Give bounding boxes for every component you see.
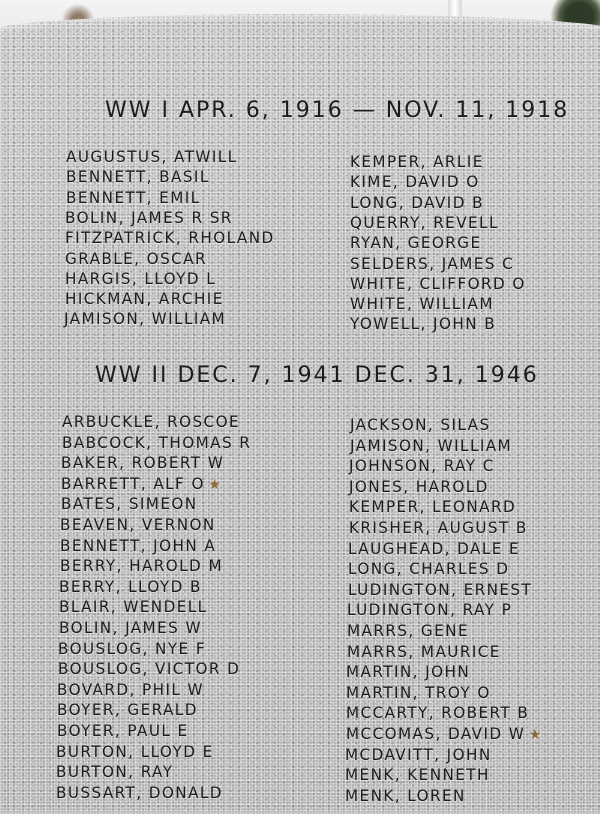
memorial-name-text: WHITE, CLIFFORD O [350, 273, 526, 293]
gold-star-icon: ★ [528, 727, 542, 743]
memorial-name [350, 193, 484, 212]
ww2-heading: WW II DEC. 7, 1941 DEC. 31, 1946 [95, 363, 539, 388]
memorial-name [58, 639, 206, 658]
memorial-name-text: BOYER, PAUL E [56, 721, 189, 740]
memorial-name [66, 167, 210, 186]
memorial-name-text: LONG, CHARLES D [347, 559, 510, 579]
memorial-name [57, 721, 189, 740]
memorial-name [62, 433, 251, 452]
memorial-name [59, 618, 202, 637]
memorial-name [347, 642, 501, 661]
memorial-name-text: JOHNSON, RAY C [349, 456, 496, 476]
memorial-name-text: ARBUCKLE, ROSCOE [62, 412, 240, 431]
memorial-name [349, 497, 516, 516]
gold-star-icon: ★ [208, 476, 222, 493]
memorial-name-text: BOYER, GERALD [57, 700, 198, 720]
memorial-name [61, 453, 224, 472]
memorial-name-text: BLAIR, WENDELL [58, 597, 208, 617]
memorial-name-text: MARRS, MAURICE [346, 641, 501, 661]
memorial-name [350, 436, 512, 455]
memorial-name [349, 456, 495, 475]
memorial-name-text: FITZPATRICK, RHOLAND [65, 228, 275, 248]
memorial-name [61, 494, 198, 513]
memorial-name-text: WHITE, WILLIAM [350, 294, 494, 314]
memorial-name [350, 274, 526, 293]
memorial-name-text: QUERRY, REVELL [350, 212, 499, 232]
memorial-name-text: MENK, LOREN [344, 785, 466, 805]
memorial-name [347, 600, 512, 619]
memorial-name-text: BENNETT, BASIL [65, 167, 210, 187]
memorial-name [350, 213, 499, 232]
memorial-name-text: JAMISON, WILLIAM [64, 309, 227, 329]
memorial-name [65, 269, 216, 288]
memorial-name [57, 680, 204, 699]
memorial-name [60, 556, 223, 575]
memorial-name-text: LAUGHEAD, DALE E [348, 538, 521, 558]
memorial-name [348, 539, 520, 558]
memorial-name [350, 314, 496, 333]
memorial-name-text: MENK, KENNETH [344, 765, 490, 785]
memorial-name [349, 518, 528, 537]
memorial-name-text: BATES, SIMEON [60, 494, 198, 514]
memorial-name-text: MCDAVITT, JOHN [345, 744, 492, 764]
memorial-name [350, 172, 480, 191]
memorial-name [65, 289, 224, 308]
memorial-name [56, 783, 223, 802]
memorial-name-text: MARRS, GENE [347, 621, 469, 640]
memorial-name [347, 621, 469, 640]
memorial-name-text: BOUSLOG, VICTOR D [57, 659, 241, 679]
memorial-name [59, 597, 208, 616]
memorial-name-text: JAMISON, WILLIAM [349, 435, 512, 455]
memorial-name [348, 559, 509, 578]
memorial-name-text: MCCOMAS, DAVID W [345, 724, 525, 743]
memorial-name-text: SELDERS, JAMES C [350, 253, 515, 273]
memorial-name-text: BERRY, LLOYD B [59, 576, 203, 596]
memorial-name [345, 765, 490, 784]
ww1-heading: WW I APR. 6, 1916 — NOV. 11, 1918 [105, 98, 570, 123]
memorial-name-text: LONG, DAVID B [350, 192, 484, 212]
memorial-name-text: BOLIN, JAMES W [58, 618, 202, 637]
memorial-name [350, 294, 494, 313]
memorial-name [345, 786, 466, 805]
memorial-name-text: MARTIN, JOHN [346, 662, 471, 682]
memorial-name-text: BOVARD, PHIL W [57, 679, 205, 699]
memorial-name [56, 742, 214, 761]
memorial-name-text: BUSSART, DONALD [55, 782, 223, 802]
memorial-name [350, 152, 484, 171]
memorial-name-text: BOLIN, JAMES R SR [65, 207, 234, 227]
memorial-name [345, 745, 492, 764]
memorial-name-text: JONES, HAROLD [349, 476, 489, 496]
memorial-name [349, 477, 489, 496]
memorial-name [346, 703, 529, 722]
memorial-name-text: BENNETT, EMIL [65, 187, 201, 207]
memorial-name [346, 724, 542, 743]
memorial-name-text: AUGUSTUS, ATWILL [66, 147, 238, 166]
memorial-name [350, 254, 514, 273]
memorial-name-text: BEAVEN, VERNON [60, 515, 216, 534]
memorial-name-text: HARGIS, LLOYD L [64, 268, 216, 288]
memorial-name [65, 249, 207, 268]
memorial-name-text: BOUSLOG, NYE F [58, 638, 207, 658]
memorial-name-text: BARRETT, ALF O [60, 473, 205, 493]
memorial-name-text: MARTIN, TROY O [346, 682, 491, 702]
memorial-name-text: RYAN, GEORGE [350, 233, 482, 253]
memorial-name-text: GRABLE, OSCAR [65, 248, 207, 268]
memorial-name-text: BAKER, ROBERT W [61, 453, 225, 473]
memorial-name-text: LUDINGTON, RAY P [347, 600, 513, 620]
memorial-name [62, 412, 240, 431]
memorial-name [350, 415, 491, 434]
memorial-name [60, 515, 216, 534]
memorial-name [57, 700, 198, 719]
memorial-name-text: LUDINGTON, ERNEST [347, 579, 532, 599]
memorial-name [64, 309, 226, 328]
memorial-name-text: HICKMAN, ARCHIE [64, 289, 224, 309]
memorial-name-text: BURTON, RAY [56, 762, 174, 782]
memorial-name [350, 233, 482, 252]
memorial-name-text: JACKSON, SILAS [350, 415, 491, 434]
memorial-name-text: MCCARTY, ROBERT B [345, 703, 530, 723]
memorial-name-text: BENNETT, JOHN A [59, 535, 217, 555]
memorial-name-text: KIME, DAVID O [350, 172, 480, 192]
memorial-name-text: YOWELL, JOHN B [350, 314, 497, 334]
memorial-name [346, 683, 491, 702]
memorial-name [348, 580, 532, 599]
memorial-name [61, 474, 222, 493]
memorial-name-text: BABCOCK, THOMAS R [61, 432, 251, 452]
memorial-name [66, 188, 201, 207]
memorial-name-text: KRISHER, AUGUST B [348, 518, 528, 537]
memorial-name [65, 228, 275, 247]
memorial-name-text: BURTON, LLOYD E [56, 741, 215, 761]
memorial-name-text: KEMPER, LEONARD [348, 497, 516, 517]
memorial-name [60, 536, 216, 555]
memorial-name [56, 762, 173, 781]
memorial-name [59, 577, 202, 596]
memorial-name [346, 662, 470, 681]
memorial-name-text: KEMPER, ARLIE [350, 152, 484, 171]
memorial-name [58, 659, 240, 678]
memorial-name [66, 147, 238, 166]
memorial-name-text: BERRY, HAROLD M [59, 556, 223, 576]
memorial-name [65, 208, 233, 227]
